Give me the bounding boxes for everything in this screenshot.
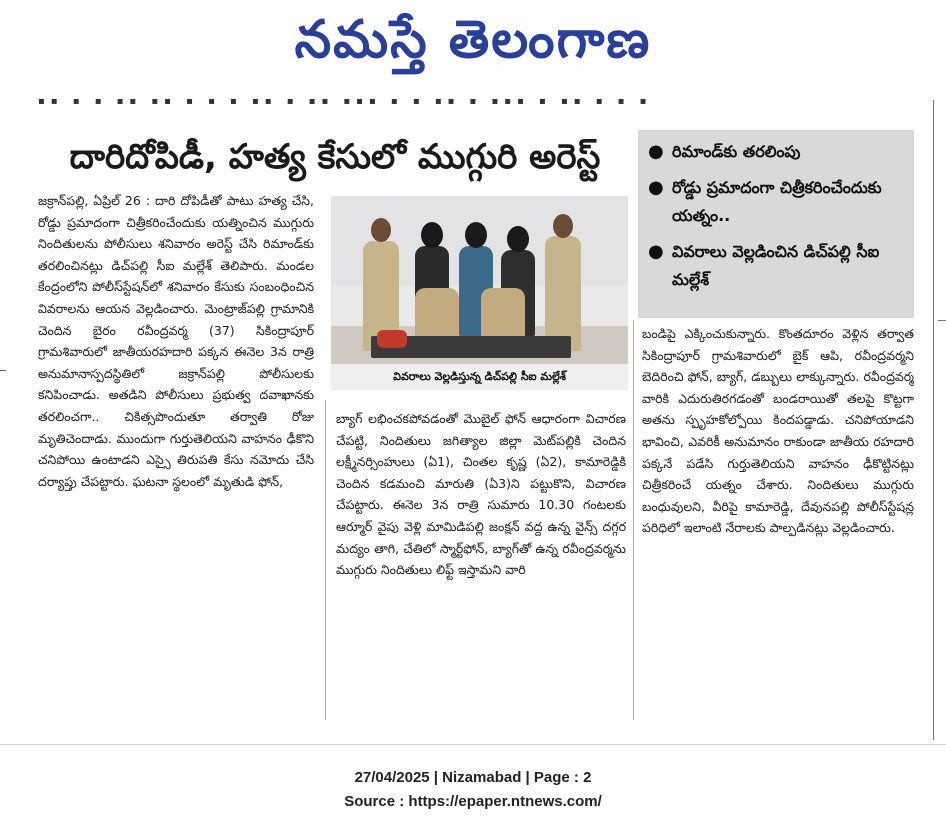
news-photo	[331, 196, 628, 364]
page-footer	[0, 766, 946, 814]
highlight-item	[638, 138, 914, 166]
masthead	[0, 0, 946, 80]
left-margin-mark	[0, 370, 6, 371]
column-separator	[325, 400, 326, 720]
person-head	[507, 226, 529, 252]
footer-date-edition: 27/04/2025 | Nizamabad | Page : 2	[354, 769, 592, 786]
photo-caption: వివరాలు వెల్లడిస్తున్న డిచ్‌పల్లి సీఐ మల్లేశ్	[331, 364, 628, 390]
bullet-icon: ●	[648, 141, 664, 162]
article-column-3: బండిపై ఎక్కించుకున్నారు. కొంతదూరం వెళ్లిన తర్వాత సికింద్రాపూర్ గ్రామశివారులో బైక్ ఆపి, రవీంద్రవర్మని బెదిరించి ఫోన్, బ్యాగ్, డబ్బులు లాక్కున్నారు. రవీంద్రవర్మ వారికి ఎదురుతిరగడంతో బండరాయితో తలపై కొట్టగా అతను స్పృహకోల్పోయి కిందపడ్డాడు. చనిపోయాడని భావించి, ఎవరికీ అనుమానం రాకుండా జాతీయ రహదారి పక్కనే పడేసి గుర్తుతెలియని వాహనం ఢీకొట్టినట్లు చిత్రీకరించే యత్నం చేశారు. నిందితులు ముగ్గురు బంధువులని, వీరిపై కామారెడ్డి, దేవునపల్లి పోలీస్‌స్టేషన్ల పరిధిలో ఇలాంటి నేరాలకు పాల్పడినట్లు వెల్లడించారు.	[642, 326, 914, 536]
article-column-1: జక్రాన్‌పల్లి, ఏప్రిల్ 26 : దారి దోపిడీతో పాటు హత్య చేసి, రోడ్డు ప్రమాదంగా చిత్రీకరించేందుకు యత్నించిన ముగ్గురు నిందితులను పోలీసులు శనివారం అరెస్ట్ చేసి రిమాండ్‌కు తరలించినట్లు డిచ్‌పల్లి సీఐ మల్లేశ్ తెలిపారు. మండల కేంద్రంలోని పోలీస్‌స్టేషన్‌లో శనివారం కేసుకు సంబంధించిన వివరాలను ఆయన వెల్లడించారు. మెంట్రాజ్‌పల్లి గ్రామానికి చెందిన బైరం రవీంద్రవర్మ (37) సికింద్రాపూర్ గ్రామశివారులో జాతీయరహదారి పక్కన ఈనెల 3న రాత్రి అనుమానాస్పదస్థితిలో జక్రాన్‌పల్లి పోలీసులకు కనిపించాడు. అతడిని పోలీసులు ప్రభుత్వ దవాఖానకు తరలించగా.. చికిత్సపొందుతూ తర్వాతి రోజు మృతిచెందాడు. ముందుగా గుర్తుతెలియని వాహనం ఢీకొని చనిపోయి ఉంటాడని ఎస్సై తిరుపతి కేసు నమోదు చేసి దర్యాప్తు చేపట్టారు. ఘటనా స్థలంలో మృతుడి ఫోన్,	[38, 193, 314, 489]
person-head	[553, 214, 573, 238]
highlight-text: వివరాలు వెల్లడించిన డిచ్‌పల్లి సీఐ మల్లేశ్	[672, 242, 880, 289]
person-head	[421, 222, 443, 248]
footer-source: Source : https://epaper.ntnews.com/	[344, 793, 602, 810]
masthead-title: నమస్తే తెలంగాణ	[294, 10, 652, 70]
cut-off-text-strip: ▪▪ ▪ ▪ ▪▪ ▪▪ ▪ ▪ ▪ ▪▪ ▪ ▪▪ ▪▪▪ ▪ ▪ ▪▪ ▪ ▪▪▪ ▪ ▪▪ ▪ ▪ ▪	[38, 96, 653, 107]
right-margin-mark	[938, 320, 946, 321]
highlights-box	[638, 130, 914, 318]
person-figure	[545, 236, 581, 351]
right-column-rule	[933, 100, 934, 740]
seized-bag	[377, 330, 407, 348]
highlight-text: రోడ్డు ప్రమాదంగా చిత్రీకరించేందుకు యత్నం..	[672, 178, 882, 225]
page-bottom-rule	[0, 744, 946, 745]
highlight-item	[638, 174, 914, 230]
highlight-item	[638, 238, 914, 294]
bullet-icon: ●	[648, 241, 664, 262]
article-column-2: బ్యాగ్ లభించకపోవడంతో మొబైల్ ఫోన్ ఆధారంగా విచారణ చేపట్టి, నిందితులు జగిత్యాల జిల్లా మెట్‌పల్లికి చెందిన లక్ష్మీనర్సింహులు (ఏ1), చింతల కృష్ణ (ఏ2), కామారెడ్డికి చెందిన కడమంచి మారుతి (ఏ3)ని పట్టుకొని, విచారణ చేపట్టారు. ఈనెల 3న రాత్రి సుమారు 10.30 గంటలకు ఆర్మూర్ వైపు వెళ్లి మామిడిపల్లి జంక్షన్ వద్ద ఉన్న వైన్స్ దగ్గర మద్యం తాగి, చేతిలో స్మార్ట్‌ఫోన్, బ్యాగ్‌తో ఉన్న రవీంద్రవర్మను ముగ్గురు నిందితులు లిఫ్ట్ ఇస్తామని వారి	[336, 411, 626, 578]
column-separator	[633, 320, 634, 720]
person-head	[371, 218, 391, 242]
highlight-text: రిమాండ్‌కు తరలింపు	[672, 142, 801, 161]
article-headline: దారిదోపిడీ, హత్య కేసులో ముగ్గురి అరెస్ట్	[69, 137, 601, 177]
person-head	[465, 222, 487, 248]
bullet-icon: ●	[648, 177, 664, 198]
